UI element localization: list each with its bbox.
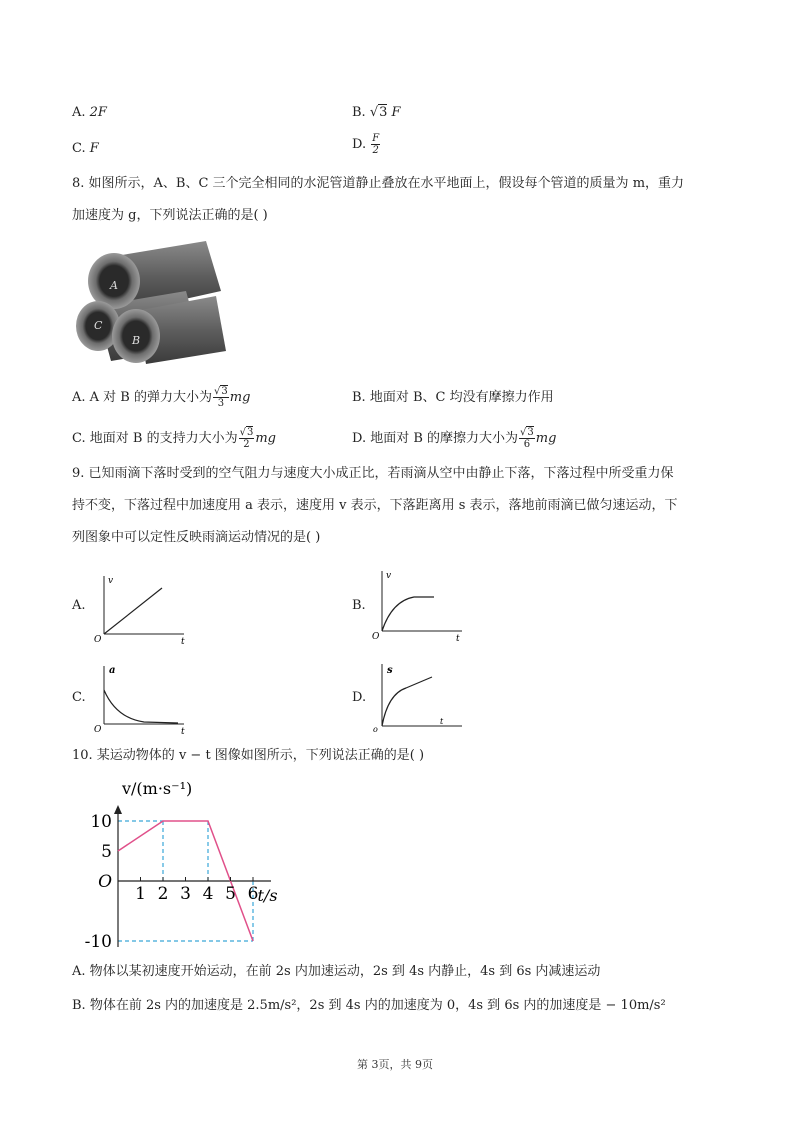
graph-d — [370, 660, 470, 736]
fraction-numerator: 3 — [246, 427, 254, 438]
vt-chart — [80, 776, 295, 952]
option-letter: B. — [352, 105, 370, 120]
graph-a-y-label: v — [108, 576, 114, 586]
vt-x-axis-label: t/s — [257, 886, 278, 905]
q10-stem: 10. 某运动物体的 v − t 图像如图所示，下列说法正确的是( ) — [72, 748, 425, 763]
graph-c — [92, 662, 192, 736]
fraction-numerator: 3 — [221, 386, 228, 397]
graph-d-x-label: t — [440, 717, 444, 726]
q8-option-b[interactable]: B. 地面对 B、C 均没有摩擦力作用 — [352, 390, 554, 405]
x-tick-label-2: 2 — [157, 884, 169, 904]
x-tick-label-5: 5 — [225, 884, 236, 904]
q8-option-d[interactable] — [352, 427, 556, 451]
graph-d-origin: o — [373, 725, 378, 734]
option-text: C. 地面对 B 的支持力大小为 — [72, 431, 238, 446]
vt-y-axis-label: v/(m·s⁻¹) — [122, 779, 193, 798]
option-unit: mg — [229, 390, 251, 405]
y-tick-label-0: 10 — [90, 812, 112, 832]
x-tick-label-4: 4 — [202, 884, 214, 904]
q8-option-c[interactable] — [72, 427, 276, 451]
pipe-label-a: A — [110, 279, 118, 292]
graph-b-y-label: v — [386, 571, 392, 581]
fraction-denominator: 3 — [217, 398, 225, 409]
q9-option-d[interactable]: D. — [352, 690, 367, 705]
pipe-label-b: B — [132, 334, 141, 347]
fraction: $\frac{√3}{2}$ — [239, 427, 254, 450]
fraction: $\frac{√3}{6}$ — [520, 427, 534, 450]
q9-stem-line1: 9. 已知雨滴下落时受到的空气阻力与速度大小成正比，若雨滴从空中由静止下落，下落过程中所受重力保 — [72, 466, 674, 481]
q8-stem-line1: 8. 如图所示，A、B、C 三个完全相同的水泥管道静止叠放在水平地面上，假设每个管道的质量为 m，重力 — [72, 176, 685, 191]
option-unit: mg — [255, 431, 276, 446]
graph-c-origin: O — [94, 725, 102, 735]
q7-option-b[interactable]: B. √3 F — [352, 105, 401, 120]
option-text: D. 地面对 B 的摩擦力大小为 — [352, 431, 519, 446]
fraction-numerator: 3 — [527, 427, 534, 438]
x-tick-label-3: 3 — [180, 884, 191, 904]
fraction — [371, 133, 380, 156]
q10-option-b[interactable]: B. 物体在前 2s 内的加速度是 2.5m/s²，2s 到 4s 内的加速度为 0，4s 到 6s 内的加速度是 − 10m/s² — [72, 998, 666, 1013]
q9-stem-line2: 持不变，下落过程中加速度用 a 表示，速度用 v 表示，下落距离用 s 表示，落地前雨滴已做匀速运动，下 — [72, 498, 678, 513]
y-tick-label-1: 5 — [101, 842, 112, 862]
fraction: $\frac{√3}{3}$ — [214, 386, 228, 409]
option-value: 2F — [89, 105, 107, 120]
graph-a-curve — [104, 588, 162, 634]
vt-y-arrow-icon — [114, 805, 122, 814]
vt-ticks — [85, 812, 259, 952]
q7-option-c[interactable] — [72, 137, 99, 161]
graph-c-x-label: t — [181, 727, 185, 736]
graph-b — [370, 567, 470, 643]
fraction-denominator: 2 — [243, 439, 250, 450]
option-letter: D. — [352, 137, 371, 152]
q10-option-a[interactable]: A. 物体以某初速度开始运动，在前 2s 内加速运动，2s 到 4s 内静止，4s 到 6s 内减速运动 — [72, 964, 601, 979]
q8-stem-line2: 加速度为 g，下列说法正确的是( ) — [72, 208, 268, 223]
page-number: 第 3页，共 9页 — [357, 1058, 433, 1071]
fraction-denominator: 2 — [372, 145, 379, 156]
x-tick-label-6: 6 — [247, 884, 259, 904]
q7-option-a[interactable] — [72, 101, 107, 125]
q9-option-b[interactable]: B. — [352, 598, 366, 613]
option-letter: A. — [72, 105, 90, 120]
graph-c-y-label: a — [109, 665, 116, 676]
pipe-label-c: C — [94, 319, 103, 332]
graph-a-x-label: t — [181, 637, 185, 644]
fraction-numerator: F — [372, 133, 380, 144]
graph-d-y-label: s — [387, 665, 393, 676]
q9-option-a[interactable]: A. — [72, 598, 86, 613]
pipes-photo — [76, 236, 226, 371]
graph-b-origin: O — [372, 632, 380, 642]
option-letter: C. — [72, 141, 90, 156]
y-tick-label-2: O — [98, 872, 112, 892]
option-unit: mg — [535, 431, 557, 446]
graph-b-x-label: t — [456, 634, 460, 643]
graph-d-curve — [382, 677, 432, 726]
q7-option-d[interactable] — [352, 133, 381, 157]
option-value: F — [387, 105, 401, 120]
y-tick-label-3: -10 — [84, 932, 112, 952]
q9-stem-line3: 列图象中可以定性反映雨滴运动情况的是( ) — [72, 530, 321, 545]
graph-c-curve — [104, 690, 178, 723]
sqrt-value: 3 — [379, 105, 388, 120]
option-value: F — [89, 141, 99, 156]
q8-option-a[interactable] — [72, 386, 250, 410]
option-text: A. A 对 B 的弹力大小为 — [72, 390, 212, 405]
fraction-denominator: 6 — [523, 439, 531, 450]
graph-b-curve — [382, 597, 434, 631]
graph-a — [92, 572, 192, 644]
x-tick-label-1: 1 — [135, 884, 146, 904]
graph-a-origin: O — [94, 635, 102, 644]
q9-option-c[interactable]: C. — [72, 690, 86, 705]
